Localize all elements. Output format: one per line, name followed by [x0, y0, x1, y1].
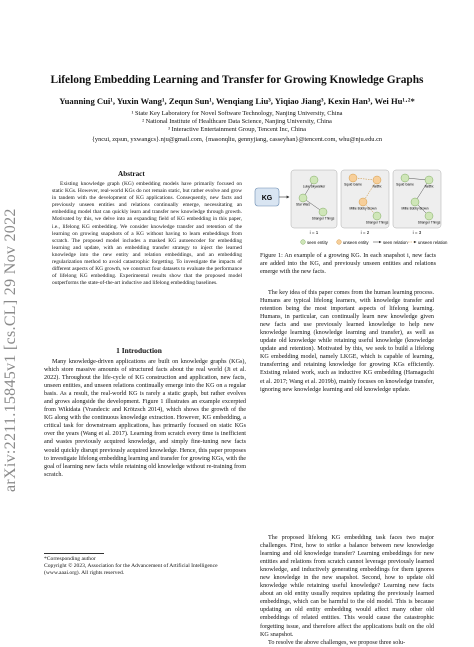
legend-seen-relation: seen relation — [383, 240, 408, 245]
snapshot-label-2: i = 2 — [360, 230, 370, 235]
kg-entity-label: Stranger Things — [417, 220, 441, 225]
footnote-divider — [44, 553, 104, 554]
intro-paragraph-right-3-text: To resolve the above challenges, we propose three solu- — [268, 639, 406, 646]
kg-entity-label: Squid Game — [344, 182, 362, 187]
section-heading-introduction: 1 Introduction — [116, 346, 162, 355]
kg-entity-label: Luke Skywalker — [302, 184, 326, 189]
kg-entity-label: Millie Bobby Brown — [401, 206, 429, 211]
kg-entity-label: Millie Bobby Brown — [349, 206, 377, 211]
kg-entity-node — [425, 176, 433, 184]
legend-seen-entity-marker — [301, 240, 306, 245]
kg-label: KG — [261, 195, 273, 202]
figure-caption: Figure 1: An example of a growing KG. In each snapshot i, new facts are added into the KG, and previously unseen entities and relations emerge with the new facts. — [260, 253, 436, 275]
intro-paragraph-right-1: The key idea of this paper comes from the human learning process. Humans are typical lifelong learners, with knowledge transfer and retention being the most important aspects of lifelong learning. Humans, in particular, can continually learn new knowledge given new facts and use previously learned knowledge to help new knowledge learning (knowledge learning and transfer), as well as update old knowledge while retaining useful knowledge (knowledge update and retention). Motivated by this, we seek to build a lifelong KG embedding model, namely LKGE, which is capable of learning, transferring and retaining knowledge for growing KGs efficiently. Existing related work, such as inductive KG embedding (Hamaguchi et al. 2017; Wang et al. 2019b), mainly focuses on knowledge transfer, ignoring new knowledge learning and old knowledge update. — [260, 290, 434, 393]
snapshot-label-1: i = 1 — [309, 230, 319, 235]
kg-entity-node — [319, 208, 327, 216]
kg-entity-label: Netflix — [424, 184, 434, 189]
footnote-text: *Corresponding author Copyright © 2023, Association for the Advancement of Artificial Intelligence (www.aaai.org). All rights reserved. — [44, 556, 218, 576]
legend-unseen-relation: unseen relation — [418, 240, 448, 245]
kg-entity-label: Stranger Things — [365, 220, 389, 225]
affiliation-1: ¹ State Key Laboratory for Novel Software Technology, Nanjing University, China — [131, 110, 343, 117]
kg-entity-node — [373, 212, 381, 220]
kg-entity-node — [310, 176, 318, 184]
kg-entity-node — [359, 198, 367, 206]
growing-kg-diagram — [253, 166, 448, 248]
paper-title: Lifelong Embedding Learning and Transfer for Growing Knowledge Graphs — [50, 74, 424, 86]
abstract-text: Existing knowledge graph (KG) embedding models have primarily focused on static KGs. However, real-world KGs do not remain static, but rather evolve and grow in tandem with the development of KG applications. Consequently, new facts and previously unseen entities and relations continually emerge, necessitating an embedding model that can quickly learn and transfer new knowledge through growth. Motivated by this, we delve into an expanding field of KG embedding in this paper, i.e., lifelong KG embedding. We consider knowledge transfer and retention of the learning on growing snapshots of a KG without having to learn embeddings from scratch. The proposed model includes a masked KG autoencoder for embedding learning and update, with an embedding transfer strategy to inject the learned knowledge into the new entity and relation embeddings, and an embedding regularization method to avoid catastrophic forgetting. To investigate the impacts of different aspects of KG growth, we construct four datasets to evaluate the performance of lifelong KG embedding. Experimental results show that the proposed model outperforms the state-of-the-art inductive and lifelong embedding baselines. — [52, 181, 242, 287]
legend-unseen-entity: unseen entity — [343, 240, 369, 245]
kg-entity-node — [373, 176, 381, 184]
kg-entity-node — [299, 194, 307, 202]
affiliation-3: ³ Interactive Entertainment Group, Tencent Inc, China — [168, 126, 306, 133]
figure-1 — [253, 166, 448, 248]
footnote — [44, 556, 246, 577]
intro-paragraph-right-2 — [260, 534, 434, 647]
kg-entity-label: Squid Game — [396, 182, 414, 187]
arxiv-identifier: arXiv:2211.15845v1 [cs.CL] 29 Nov 2022 — [2, 208, 19, 492]
kg-entity-node — [349, 174, 357, 182]
snapshot-label-3: i = 3 — [412, 230, 422, 235]
intro-paragraph-left: Many knowledge-driven applications are built on knowledge graphs (KGs), which store massive amounts of structured facts about the real world (Ji et al. 2022). Throughout the life-cycle of KG construction and application, new facts, unseen entities, and unseen relations continually emerge into the KG on a regular basis. As a result, the real-world KG is rarely a static graph, but rather evolves and grows alongside the development. Figure 1 illustrates an example excerpted from Wikidata (Vrandecic and Krötzsch 2014), which shows the growth of the KG along with the continuous knowledge extraction. However, KG embedding, a critical task for downstream applications, has primarily focused on static KGs over the years (Wang et al. 2017). Learning from scratch every time is inefficient and wastes previously acquired knowledge, and simply fine-tuning new facts would quickly disrupt previously acquired knowledge. Hence, this paper proposes to investigate lifelong embedding learning and transfer for growing KGs, with the goal of learning new facts while retaining old knowledge without re-training from scratch. — [44, 359, 246, 478]
abstract-heading: Abstract — [118, 170, 145, 178]
legend-unseen-entity-marker — [337, 240, 342, 245]
kg-entity-label: Stranger Things — [311, 216, 335, 221]
author-emails: {yncui, zqsun, yxwangcs}.nju@gmail.com, {masonqliu, gennyjiang, casseyhan}@tencent.com, whu@nju.edu.cn — [91, 136, 383, 143]
kg-entity-node — [411, 198, 419, 206]
author-list: Yuanning Cui¹, Yuxin Wang¹, Zequn Sun¹, Wenqiang Liu³, Yiqiao Jiang³, Kexin Han³, Wei Hu¹·²* — [59, 96, 415, 106]
kg-entity-node — [401, 174, 409, 182]
legend-seen-entity: seen entity — [307, 240, 328, 245]
kg-entity-label: Star Wars — [295, 202, 311, 207]
kg-entity-node — [425, 212, 433, 220]
intro-paragraph-right-2-text: The proposed lifelong KG embedding task faces two major challenges. First, how to strike a balance between new knowledge learning and old knowledge transfer? Learning embeddings for new entities and relations from scratch cannot leverage previously learned knowledge, and inductively generating embeddings for them ignores new knowledge in the new snapshot. Second, how to update old knowledge while retaining useful knowledge? Learning new facts about an old entity usually requires updating the previously learned embeddings, which can be harmful to the old model. This is because updating an old entity embedding would affect many other old embeddings of related entities. This would cause the catastrophic forgetting issue, and therefore affect the applications built on the old KG snapshot. — [260, 535, 434, 638]
kg-entity-label: Netflix — [372, 184, 382, 189]
affiliation-2: ² National Institute of Healthcare Data Science, Nanjing University, China — [142, 118, 332, 125]
